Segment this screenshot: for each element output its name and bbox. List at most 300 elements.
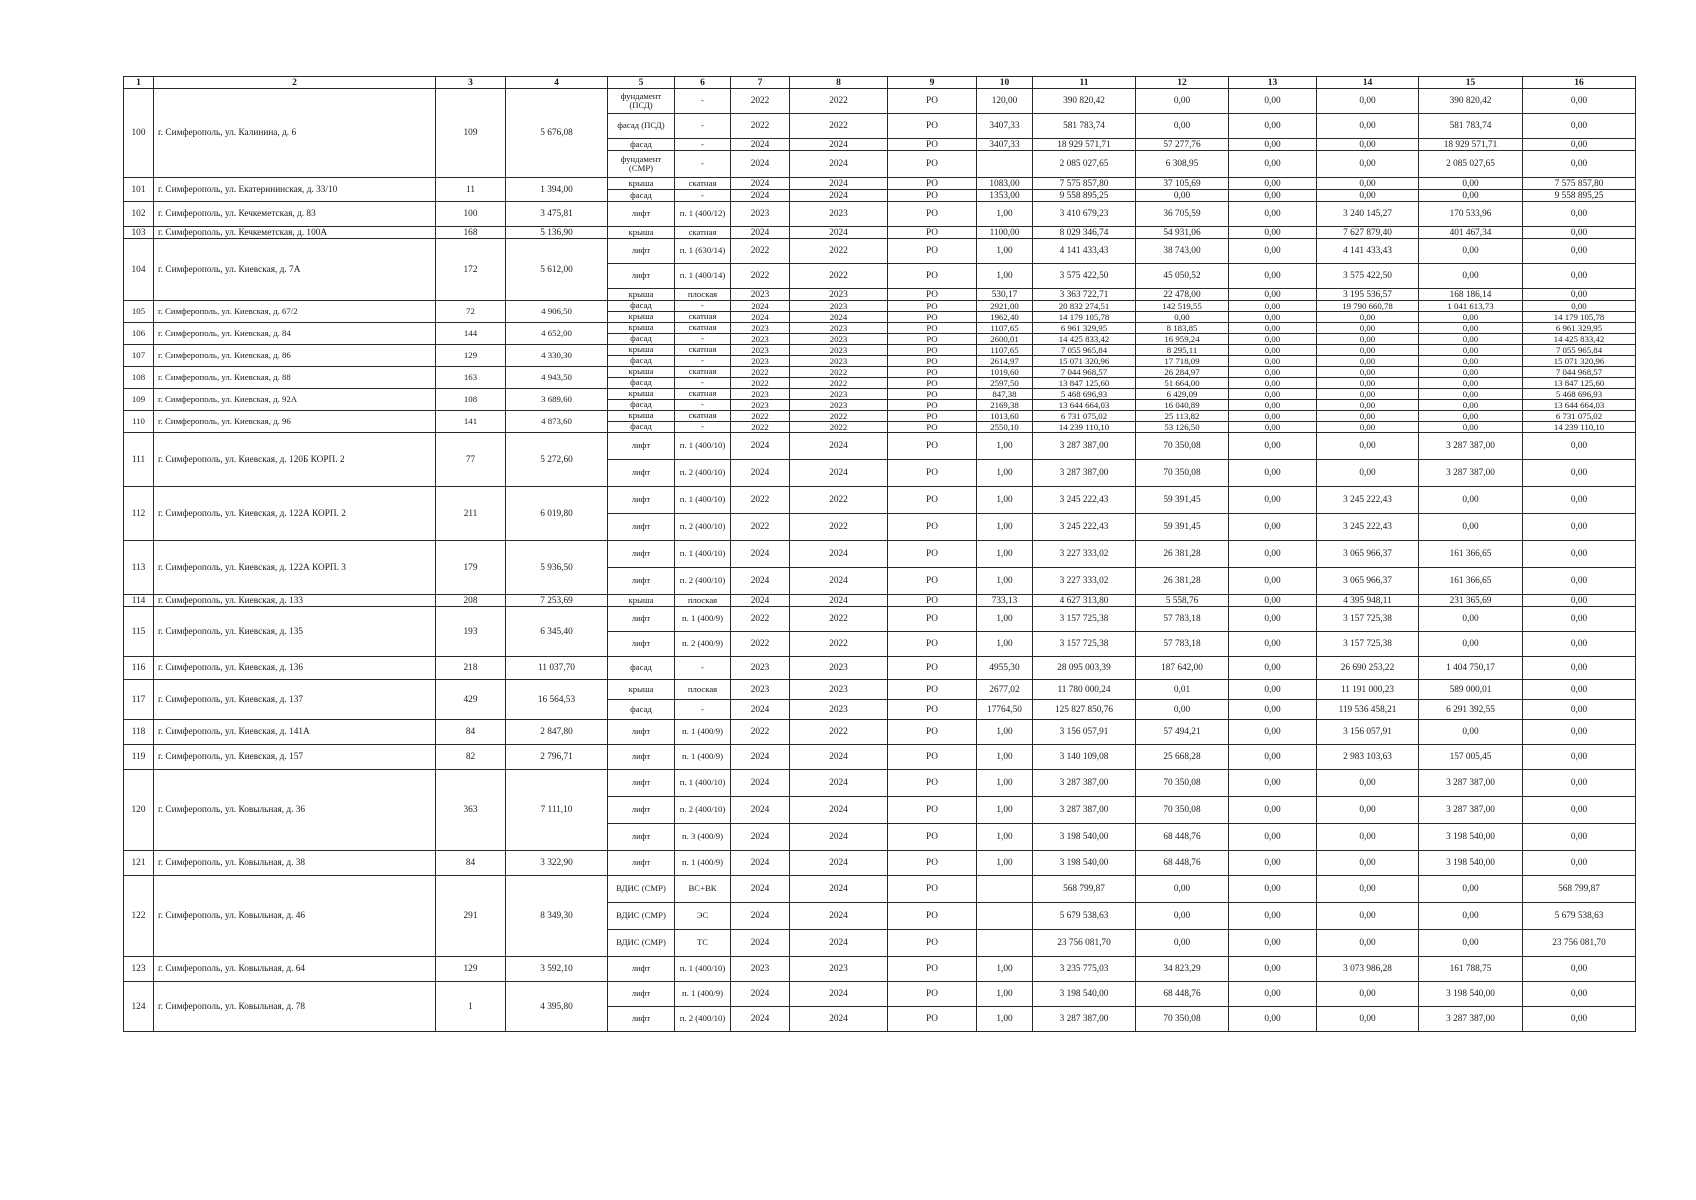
total-cost-cell: 7 575 857,80 bbox=[1033, 178, 1136, 190]
fund-13-cell: 0,00 bbox=[1229, 178, 1317, 190]
area-cell: 7 111,10 bbox=[506, 770, 608, 851]
fund-16-cell: 0,00 bbox=[1523, 1007, 1636, 1032]
address-cell: г. Симферополь, ул. Киевская, д. 133 bbox=[154, 595, 436, 607]
volume-cell bbox=[977, 930, 1033, 957]
year-plan-cell: 2024 bbox=[790, 227, 888, 239]
fund-13-cell: 0,00 bbox=[1229, 289, 1317, 301]
operator-cell: РО bbox=[888, 514, 977, 541]
operator-cell: РО bbox=[888, 770, 977, 797]
operator-cell: РО bbox=[888, 957, 977, 982]
operator-cell: РО bbox=[888, 595, 977, 607]
fund-13-cell: 0,00 bbox=[1229, 202, 1317, 227]
unit-cost-cell: 16 959,24 bbox=[1136, 334, 1229, 345]
work-type-cell: лифт bbox=[608, 239, 675, 264]
year-cell: 2022 bbox=[731, 720, 790, 745]
fund-13-cell: 0,00 bbox=[1229, 797, 1317, 824]
fund-13-cell: 0,00 bbox=[1229, 607, 1317, 632]
work-detail-cell: п. 1 (400/10) bbox=[675, 770, 731, 797]
row-number: 103 bbox=[124, 227, 154, 239]
header-col-13: 13 bbox=[1229, 77, 1317, 89]
fund-13-cell: 0,00 bbox=[1229, 367, 1317, 378]
work-detail-cell: скатная bbox=[675, 411, 731, 422]
fund-16-cell: 0,00 bbox=[1523, 745, 1636, 770]
total-cost-cell: 125 827 850,76 bbox=[1033, 700, 1136, 720]
unit-cost-cell: 37 105,69 bbox=[1136, 178, 1229, 190]
work-detail-cell: плоская bbox=[675, 595, 731, 607]
work-type-cell: лифт bbox=[608, 487, 675, 514]
work-detail-cell: - bbox=[675, 356, 731, 367]
row-number: 105 bbox=[124, 301, 154, 323]
work-detail-cell: п. 1 (400/9) bbox=[675, 745, 731, 770]
volume-cell: 2550,10 bbox=[977, 422, 1033, 433]
unit-cost-cell: 0,00 bbox=[1136, 312, 1229, 323]
unit-cost-cell: 6 308,95 bbox=[1136, 151, 1229, 178]
operator-cell: РО bbox=[888, 151, 977, 178]
year-cell: 2023 bbox=[731, 680, 790, 700]
volume-cell: 1107,65 bbox=[977, 323, 1033, 334]
row-number: 102 bbox=[124, 202, 154, 227]
year-plan-cell: 2024 bbox=[790, 876, 888, 903]
row-number: 109 bbox=[124, 389, 154, 411]
volume-cell bbox=[977, 903, 1033, 930]
unit-cost-cell: 142 519,55 bbox=[1136, 301, 1229, 312]
fund-16-cell: 0,00 bbox=[1523, 607, 1636, 632]
volume-cell: 1962,40 bbox=[977, 312, 1033, 323]
area-cell: 6 345,40 bbox=[506, 607, 608, 657]
year-plan-cell: 2023 bbox=[790, 202, 888, 227]
apartments-cell: 77 bbox=[436, 433, 506, 487]
table-row bbox=[124, 957, 1636, 982]
fund-13-cell: 0,00 bbox=[1229, 680, 1317, 700]
apartments-cell: 193 bbox=[436, 607, 506, 657]
apartments-cell: 179 bbox=[436, 541, 506, 595]
volume-cell: 120,00 bbox=[977, 89, 1033, 114]
fund-14-cell: 0,00 bbox=[1317, 460, 1419, 487]
fund-13-cell: 0,00 bbox=[1229, 1007, 1317, 1032]
year-cell: 2023 bbox=[731, 323, 790, 334]
volume-cell: 4955,30 bbox=[977, 657, 1033, 680]
fund-16-cell: 0,00 bbox=[1523, 114, 1636, 139]
header-col-2: 2 bbox=[154, 77, 436, 89]
total-cost-cell: 23 756 081,70 bbox=[1033, 930, 1136, 957]
fund-15-cell: 0,00 bbox=[1419, 607, 1523, 632]
table-row bbox=[124, 323, 1636, 334]
work-detail-cell: скатная bbox=[675, 323, 731, 334]
area-cell: 1 394,00 bbox=[506, 178, 608, 202]
fund-13-cell: 0,00 bbox=[1229, 239, 1317, 264]
work-detail-cell: п. 1 (400/12) bbox=[675, 202, 731, 227]
operator-cell: РО bbox=[888, 422, 977, 433]
table-row bbox=[124, 389, 1636, 400]
table-row bbox=[124, 367, 1636, 378]
total-cost-cell: 3 235 775,03 bbox=[1033, 957, 1136, 982]
year-cell: 2024 bbox=[731, 1007, 790, 1032]
row-number: 112 bbox=[124, 487, 154, 541]
fund-13-cell: 0,00 bbox=[1229, 345, 1317, 356]
work-detail-cell: - bbox=[675, 700, 731, 720]
volume-cell: 1,00 bbox=[977, 433, 1033, 460]
unit-cost-cell: 17 718,09 bbox=[1136, 356, 1229, 367]
work-detail-cell: скатная bbox=[675, 389, 731, 400]
fund-13-cell: 0,00 bbox=[1229, 139, 1317, 151]
fund-13-cell: 0,00 bbox=[1229, 851, 1317, 876]
volume-cell: 1,00 bbox=[977, 607, 1033, 632]
volume-cell: 1,00 bbox=[977, 568, 1033, 595]
fund-14-cell: 3 575 422,50 bbox=[1317, 264, 1419, 289]
address-cell: г. Симферополь, ул. Киевская, д. 120Б КОРП. 2 bbox=[154, 433, 436, 487]
total-cost-cell: 5 468 696,93 bbox=[1033, 389, 1136, 400]
fund-15-cell: 161 788,75 bbox=[1419, 957, 1523, 982]
fund-15-cell: 0,00 bbox=[1419, 903, 1523, 930]
fund-15-cell: 0,00 bbox=[1419, 334, 1523, 345]
fund-14-cell: 0,00 bbox=[1317, 433, 1419, 460]
fund-15-cell: 0,00 bbox=[1419, 930, 1523, 957]
fund-14-cell: 3 065 966,37 bbox=[1317, 541, 1419, 568]
work-detail-cell: - bbox=[675, 151, 731, 178]
year-cell: 2022 bbox=[731, 378, 790, 389]
fund-14-cell: 0,00 bbox=[1317, 151, 1419, 178]
volume-cell: 1083,00 bbox=[977, 178, 1033, 190]
fund-16-cell: 0,00 bbox=[1523, 239, 1636, 264]
area-cell: 7 253,69 bbox=[506, 595, 608, 607]
volume-cell: 3407,33 bbox=[977, 114, 1033, 139]
area-cell: 3 592,10 bbox=[506, 957, 608, 982]
volume-cell: 3407,33 bbox=[977, 139, 1033, 151]
unit-cost-cell: 0,00 bbox=[1136, 190, 1229, 202]
table-row bbox=[124, 657, 1636, 680]
fund-16-cell: 0,00 bbox=[1523, 720, 1636, 745]
year-cell: 2023 bbox=[731, 389, 790, 400]
total-cost-cell: 28 095 003,39 bbox=[1033, 657, 1136, 680]
year-cell: 2024 bbox=[731, 930, 790, 957]
work-detail-cell: - bbox=[675, 400, 731, 411]
fund-13-cell: 0,00 bbox=[1229, 595, 1317, 607]
area-cell: 4 395,80 bbox=[506, 982, 608, 1032]
row-number: 110 bbox=[124, 411, 154, 433]
fund-16-cell: 0,00 bbox=[1523, 797, 1636, 824]
fund-13-cell: 0,00 bbox=[1229, 745, 1317, 770]
fund-13-cell: 0,00 bbox=[1229, 568, 1317, 595]
unit-cost-cell: 0,00 bbox=[1136, 930, 1229, 957]
row-number: 104 bbox=[124, 239, 154, 301]
work-type-cell: лифт bbox=[608, 607, 675, 632]
unit-cost-cell: 0,00 bbox=[1136, 876, 1229, 903]
work-detail-cell: п. 3 (400/9) bbox=[675, 824, 731, 851]
fund-16-cell: 14 239 110,10 bbox=[1523, 422, 1636, 433]
address-cell: г. Симферополь, ул. Ковыльная, д. 46 bbox=[154, 876, 436, 957]
operator-cell: РО bbox=[888, 139, 977, 151]
year-cell: 2022 bbox=[731, 411, 790, 422]
volume-cell: 2677,02 bbox=[977, 680, 1033, 700]
row-number: 120 bbox=[124, 770, 154, 851]
work-detail-cell: п. 2 (400/9) bbox=[675, 632, 731, 657]
year-plan-cell: 2024 bbox=[790, 903, 888, 930]
operator-cell: РО bbox=[888, 568, 977, 595]
row-number: 114 bbox=[124, 595, 154, 607]
volume-cell: 1,00 bbox=[977, 632, 1033, 657]
operator-cell: РО bbox=[888, 389, 977, 400]
table-row bbox=[124, 770, 1636, 797]
volume-cell: 1,00 bbox=[977, 720, 1033, 745]
operator-cell: РО bbox=[888, 720, 977, 745]
fund-16-cell: 0,00 bbox=[1523, 541, 1636, 568]
unit-cost-cell: 0,00 bbox=[1136, 114, 1229, 139]
year-cell: 2024 bbox=[731, 433, 790, 460]
year-plan-cell: 2024 bbox=[790, 1007, 888, 1032]
address-cell: г. Симферополь, ул. Киевская, д. 157 bbox=[154, 745, 436, 770]
year-plan-cell: 2022 bbox=[790, 720, 888, 745]
year-cell: 2024 bbox=[731, 568, 790, 595]
fund-14-cell: 0,00 bbox=[1317, 411, 1419, 422]
unit-cost-cell: 0,01 bbox=[1136, 680, 1229, 700]
fund-15-cell: 0,00 bbox=[1419, 345, 1523, 356]
header-col-9: 9 bbox=[888, 77, 977, 89]
fund-14-cell: 0,00 bbox=[1317, 389, 1419, 400]
fund-15-cell: 0,00 bbox=[1419, 312, 1523, 323]
work-type-cell: крыша bbox=[608, 680, 675, 700]
fund-13-cell: 0,00 bbox=[1229, 632, 1317, 657]
operator-cell: РО bbox=[888, 323, 977, 334]
fund-16-cell: 0,00 bbox=[1523, 139, 1636, 151]
header-col-5: 5 bbox=[608, 77, 675, 89]
fund-13-cell: 0,00 bbox=[1229, 460, 1317, 487]
row-number: 101 bbox=[124, 178, 154, 202]
total-cost-cell: 3 198 540,00 bbox=[1033, 851, 1136, 876]
fund-16-cell: 0,00 bbox=[1523, 700, 1636, 720]
unit-cost-cell: 25 668,28 bbox=[1136, 745, 1229, 770]
volume-cell: 2600,01 bbox=[977, 334, 1033, 345]
year-plan-cell: 2023 bbox=[790, 356, 888, 367]
volume-cell: 1,00 bbox=[977, 487, 1033, 514]
year-cell: 2024 bbox=[731, 139, 790, 151]
volume-cell bbox=[977, 876, 1033, 903]
work-detail-cell: ВС+ВК bbox=[675, 876, 731, 903]
address-cell: г. Симферополь, ул. Екатерининская, д. 33/10 bbox=[154, 178, 436, 202]
total-cost-cell: 4 141 433,43 bbox=[1033, 239, 1136, 264]
year-cell: 2024 bbox=[731, 190, 790, 202]
year-plan-cell: 2023 bbox=[790, 957, 888, 982]
fund-13-cell: 0,00 bbox=[1229, 982, 1317, 1007]
operator-cell: РО bbox=[888, 824, 977, 851]
year-plan-cell: 2023 bbox=[790, 345, 888, 356]
work-detail-cell: п. 1 (400/9) bbox=[675, 720, 731, 745]
unit-cost-cell: 0,00 bbox=[1136, 89, 1229, 114]
fund-14-cell: 0,00 bbox=[1317, 400, 1419, 411]
year-cell: 2024 bbox=[731, 824, 790, 851]
fund-16-cell: 7 055 965,84 bbox=[1523, 345, 1636, 356]
fund-14-cell: 3 065 966,37 bbox=[1317, 568, 1419, 595]
year-cell: 2023 bbox=[731, 289, 790, 301]
row-number: 121 bbox=[124, 851, 154, 876]
fund-13-cell: 0,00 bbox=[1229, 323, 1317, 334]
fund-13-cell: 0,00 bbox=[1229, 334, 1317, 345]
work-type-cell: ВДИС (СМР) bbox=[608, 876, 675, 903]
operator-cell: РО bbox=[888, 356, 977, 367]
fund-15-cell: 157 005,45 bbox=[1419, 745, 1523, 770]
year-plan-cell: 2024 bbox=[790, 930, 888, 957]
header-col-6: 6 bbox=[675, 77, 731, 89]
unit-cost-cell: 53 126,50 bbox=[1136, 422, 1229, 433]
address-cell: г. Симферополь, ул. Ковыльная, д. 36 bbox=[154, 770, 436, 851]
total-cost-cell: 14 239 110,10 bbox=[1033, 422, 1136, 433]
work-type-cell: крыша bbox=[608, 367, 675, 378]
fund-15-cell: 0,00 bbox=[1419, 876, 1523, 903]
work-type-cell: фасад bbox=[608, 356, 675, 367]
apartments-cell: 11 bbox=[436, 178, 506, 202]
fund-13-cell: 0,00 bbox=[1229, 151, 1317, 178]
work-type-cell: фасад bbox=[608, 334, 675, 345]
work-detail-cell: п. 2 (400/10) bbox=[675, 514, 731, 541]
work-detail-cell: - bbox=[675, 378, 731, 389]
work-type-cell: лифт bbox=[608, 720, 675, 745]
work-detail-cell: ТС bbox=[675, 930, 731, 957]
year-plan-cell: 2024 bbox=[790, 770, 888, 797]
document-sheet bbox=[123, 76, 1635, 1032]
fund-16-cell: 9 558 895,25 bbox=[1523, 190, 1636, 202]
work-detail-cell: скатная bbox=[675, 227, 731, 239]
year-plan-cell: 2024 bbox=[790, 139, 888, 151]
operator-cell: РО bbox=[888, 745, 977, 770]
apartments-cell: 211 bbox=[436, 487, 506, 541]
area-cell: 5 272,60 bbox=[506, 433, 608, 487]
year-cell: 2024 bbox=[731, 460, 790, 487]
row-number: 107 bbox=[124, 345, 154, 367]
work-type-cell: фасад bbox=[608, 190, 675, 202]
year-cell: 2022 bbox=[731, 632, 790, 657]
address-cell: г. Симферополь, ул. Киевская, д. 84 bbox=[154, 323, 436, 345]
table-row bbox=[124, 851, 1636, 876]
year-plan-cell: 2022 bbox=[790, 632, 888, 657]
year-cell: 2023 bbox=[731, 345, 790, 356]
operator-cell: РО bbox=[888, 178, 977, 190]
fund-14-cell: 19 790 660,78 bbox=[1317, 301, 1419, 312]
volume-cell: 1,00 bbox=[977, 1007, 1033, 1032]
apartments-cell: 72 bbox=[436, 301, 506, 323]
area-cell: 5 136,90 bbox=[506, 227, 608, 239]
unit-cost-cell: 68 448,76 bbox=[1136, 851, 1229, 876]
operator-cell: РО bbox=[888, 239, 977, 264]
total-cost-cell: 3 575 422,50 bbox=[1033, 264, 1136, 289]
fund-15-cell: 0,00 bbox=[1419, 378, 1523, 389]
year-plan-cell: 2023 bbox=[790, 657, 888, 680]
work-type-cell: лифт bbox=[608, 957, 675, 982]
year-plan-cell: 2023 bbox=[790, 400, 888, 411]
work-type-cell: лифт bbox=[608, 770, 675, 797]
fund-13-cell: 0,00 bbox=[1229, 227, 1317, 239]
address-cell: г. Симферополь, ул. Калинина, д. 6 bbox=[154, 89, 436, 178]
unit-cost-cell: 26 284,97 bbox=[1136, 367, 1229, 378]
unit-cost-cell: 26 381,28 bbox=[1136, 568, 1229, 595]
fund-16-cell: 0,00 bbox=[1523, 202, 1636, 227]
unit-cost-cell: 5 558,76 bbox=[1136, 595, 1229, 607]
work-detail-cell: скатная bbox=[675, 178, 731, 190]
unit-cost-cell: 25 113,82 bbox=[1136, 411, 1229, 422]
fund-14-cell: 3 240 145,27 bbox=[1317, 202, 1419, 227]
area-cell: 8 349,30 bbox=[506, 876, 608, 957]
unit-cost-cell: 38 743,00 bbox=[1136, 239, 1229, 264]
address-cell: г. Симферополь, ул. Киевская, д. 86 bbox=[154, 345, 436, 367]
fund-16-cell: 0,00 bbox=[1523, 632, 1636, 657]
apartments-cell: 363 bbox=[436, 770, 506, 851]
year-plan-cell: 2023 bbox=[790, 289, 888, 301]
apartments-cell: 291 bbox=[436, 876, 506, 957]
table-row bbox=[124, 89, 1636, 114]
fund-14-cell: 0,00 bbox=[1317, 89, 1419, 114]
fund-14-cell: 0,00 bbox=[1317, 824, 1419, 851]
year-plan-cell: 2024 bbox=[790, 851, 888, 876]
fund-14-cell: 3 245 222,43 bbox=[1317, 487, 1419, 514]
fund-13-cell: 0,00 bbox=[1229, 422, 1317, 433]
total-cost-cell: 6 731 075,02 bbox=[1033, 411, 1136, 422]
header-col-11: 11 bbox=[1033, 77, 1136, 89]
year-plan-cell: 2022 bbox=[790, 114, 888, 139]
unit-cost-cell: 26 381,28 bbox=[1136, 541, 1229, 568]
work-detail-cell: п. 1 (400/9) bbox=[675, 607, 731, 632]
area-cell: 4 330,30 bbox=[506, 345, 608, 367]
unit-cost-cell: 68 448,76 bbox=[1136, 824, 1229, 851]
row-number: 111 bbox=[124, 433, 154, 487]
work-type-cell: крыша bbox=[608, 289, 675, 301]
year-cell: 2024 bbox=[731, 903, 790, 930]
total-cost-cell: 20 832 274,51 bbox=[1033, 301, 1136, 312]
fund-15-cell: 3 287 387,00 bbox=[1419, 460, 1523, 487]
address-cell: г. Симферополь, ул. Киевская, д. 136 bbox=[154, 657, 436, 680]
apartments-cell: 109 bbox=[436, 89, 506, 178]
table-row bbox=[124, 202, 1636, 227]
unit-cost-cell: 70 350,08 bbox=[1136, 433, 1229, 460]
work-detail-cell: плоская bbox=[675, 289, 731, 301]
fund-15-cell: 6 291 392,55 bbox=[1419, 700, 1523, 720]
total-cost-cell: 3 157 725,38 bbox=[1033, 607, 1136, 632]
address-cell: г. Симферополь, ул. Киевская, д. 141А bbox=[154, 720, 436, 745]
operator-cell: РО bbox=[888, 89, 977, 114]
volume-cell: 1107,65 bbox=[977, 345, 1033, 356]
unit-cost-cell: 0,00 bbox=[1136, 700, 1229, 720]
fund-14-cell: 7 627 879,40 bbox=[1317, 227, 1419, 239]
fund-15-cell: 390 820,42 bbox=[1419, 89, 1523, 114]
volume-cell: 847,38 bbox=[977, 389, 1033, 400]
table-row bbox=[124, 301, 1636, 312]
year-plan-cell: 2024 bbox=[790, 745, 888, 770]
work-type-cell: крыша bbox=[608, 312, 675, 323]
operator-cell: РО bbox=[888, 680, 977, 700]
total-cost-cell: 3 198 540,00 bbox=[1033, 982, 1136, 1007]
total-cost-cell: 14 425 833,42 bbox=[1033, 334, 1136, 345]
work-type-cell: фасад bbox=[608, 378, 675, 389]
table-row bbox=[124, 541, 1636, 568]
operator-cell: РО bbox=[888, 400, 977, 411]
fund-13-cell: 0,00 bbox=[1229, 487, 1317, 514]
total-cost-cell: 3 227 333,02 bbox=[1033, 568, 1136, 595]
unit-cost-cell: 51 664,00 bbox=[1136, 378, 1229, 389]
fund-15-cell: 589 000,01 bbox=[1419, 680, 1523, 700]
unit-cost-cell: 54 931,06 bbox=[1136, 227, 1229, 239]
area-cell: 6 019,80 bbox=[506, 487, 608, 541]
fund-14-cell: 0,00 bbox=[1317, 982, 1419, 1007]
total-cost-cell: 13 644 664,03 bbox=[1033, 400, 1136, 411]
work-detail-cell: п. 1 (400/10) bbox=[675, 541, 731, 568]
unit-cost-cell: 70 350,08 bbox=[1136, 460, 1229, 487]
fund-16-cell: 0,00 bbox=[1523, 264, 1636, 289]
fund-16-cell: 0,00 bbox=[1523, 289, 1636, 301]
fund-15-cell: 1 041 613,73 bbox=[1419, 301, 1523, 312]
fund-16-cell: 0,00 bbox=[1523, 568, 1636, 595]
total-cost-cell: 3 227 333,02 bbox=[1033, 541, 1136, 568]
row-number: 123 bbox=[124, 957, 154, 982]
year-cell: 2023 bbox=[731, 957, 790, 982]
fund-13-cell: 0,00 bbox=[1229, 930, 1317, 957]
total-cost-cell: 3 157 725,38 bbox=[1033, 632, 1136, 657]
